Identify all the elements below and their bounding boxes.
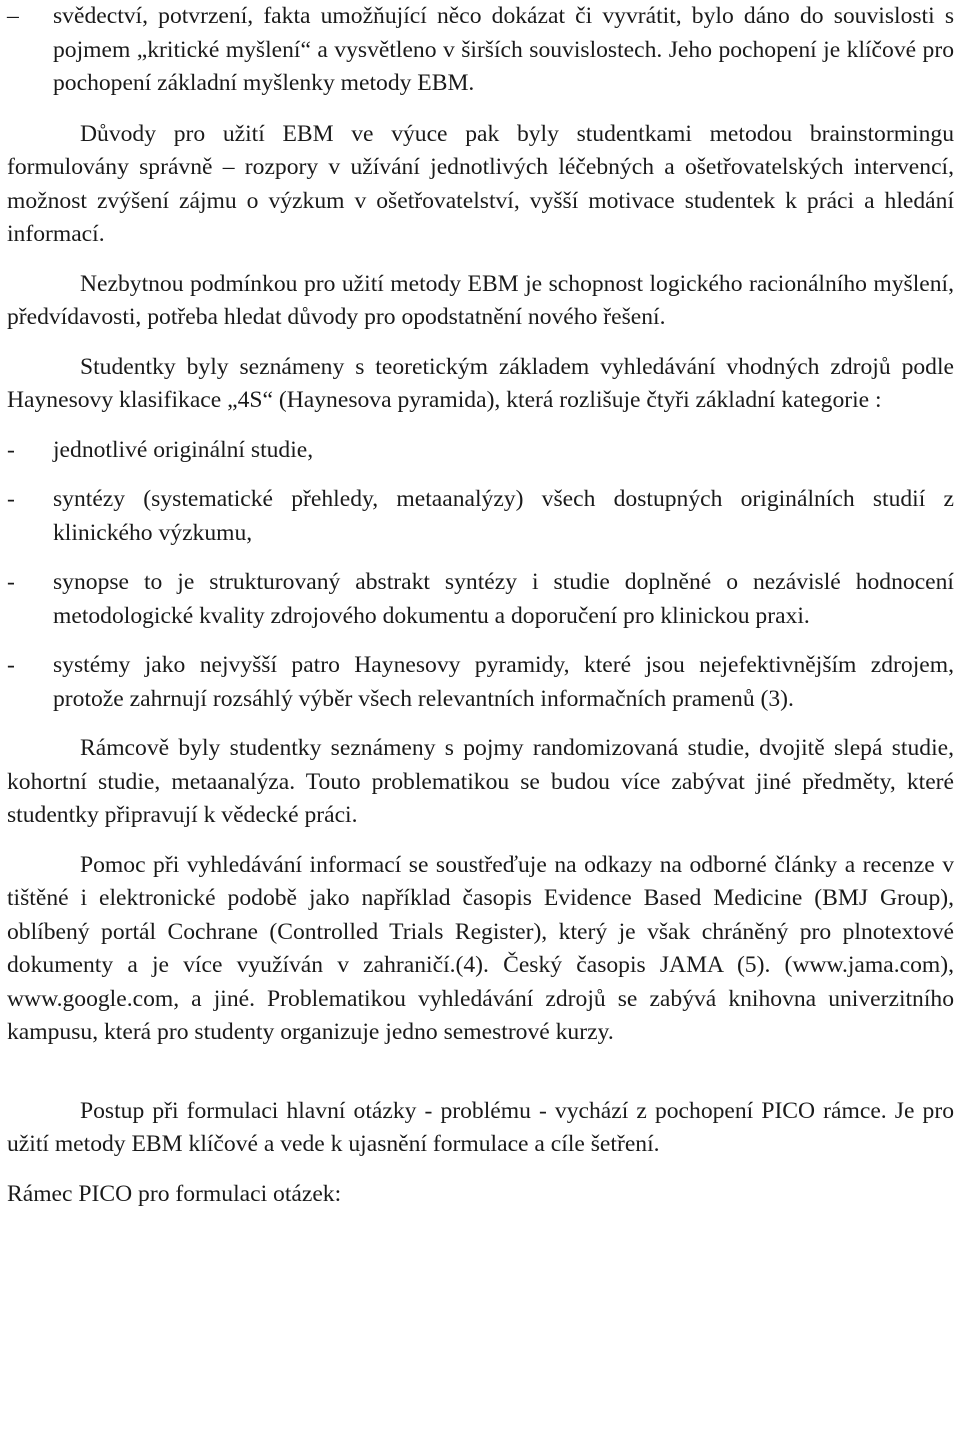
list-dash: – bbox=[7, 3, 19, 29]
document-page bbox=[7, 0, 954, 1211]
paragraph-pico: Postup při formulaci hlavní otázky - problému - vychází z pochopení PICO rámce. Je pro užití metody EBM klíčové a vede k ujasnění formulace a cíle šetření. bbox=[7, 1097, 954, 1157]
list-dash: - bbox=[7, 569, 15, 595]
paragraph-condition: Nezbytnou podmínkou pro užití metody EBM je schopnost logického racionálního myšlení, předvídavosti, potřeba hledat důvody pro opodstatnění nového řešení. bbox=[7, 270, 954, 330]
paragraph-help: Pomoc při vyhledávání informací se soustřeďuje na odkazy na odborné články a recenze v tištěné i elektronické podobě jako například časopis Evidence Based Medicine (BMJ Group), oblíbený portál Cochrane (Controlled Trials Register), který je však chráněný pro plnotextové dokumenty a je více využíván v zahraničí.(4). Český časopis JAMA (5). (www.jama.com), www.google.com, a jiné. Problematikou vyhledávání zdrojů se zabývá knihovna univerzitního kampusu, která pro studenty organizuje jedno semestrové kurzy. bbox=[7, 851, 954, 1045]
list-item-text: systémy jako nejvyšší patro Haynesovy pyramidy, které jsou nejefektivnějším zdrojem, protože zahrnují rozsáhlý výběr všech relevantních informačních pramenů (3). bbox=[53, 652, 954, 712]
list-item bbox=[7, 649, 954, 716]
list-item bbox=[7, 566, 954, 633]
intro-list-item bbox=[7, 0, 954, 101]
list-item-text: jednotlivé originální studie, bbox=[53, 436, 314, 463]
paragraph-haynes: Studentky byly seznámeny s teoretickým základem vyhledávání vhodných zdrojů podle Haynesovy klasifikace „4S“ (Haynesova pyramida), která rozlišuje čtyři základní kategorie : bbox=[7, 353, 954, 413]
pico-heading: Rámec PICO pro formulaci otázek: bbox=[7, 1180, 342, 1207]
paragraph-reasons: Důvody pro užití EBM ve výuce pak byly studentkami metodou brainstormingu formulovány správně – rozpory v užívání jednotlivých léčebných a ošetřovatelských intervencí, možnost zvýšení zájmu o výzkum v ošetřovatelství, vyšší motivace studentek k práci a hledání informací. bbox=[7, 120, 954, 247]
paragraph-framework: Rámcově byly studentky seznámeny s pojmy randomizovaná studie, dvojitě slepá studie, kohortní studie, metaanalýza. Touto problematikou se budou více zabývat jiné předměty, které studentky připravují k vědecké práci. bbox=[7, 735, 954, 828]
list-dash: - bbox=[7, 436, 15, 463]
list-item bbox=[7, 483, 954, 550]
list-item-text: synopse to je strukturovaný abstrakt syntézy i studie doplněné o nezávislé hodnocení metodologické kvality zdrojového dokumentu a doporučení pro klinickou praxi. bbox=[53, 569, 954, 629]
list-item-text: svědectví, potvrzení, fakta umožňující něco dokázat či vyvrátit, bylo dáno do souvislosti s pojmem „kritické myšlení“ a vysvětleno v širších souvislostech. Jeho pochopení je klíčové pro pochopení základní myšlenky metody EBM. bbox=[53, 3, 954, 96]
list-dash: - bbox=[7, 486, 15, 512]
list-dash: - bbox=[7, 652, 15, 678]
list-item bbox=[7, 434, 954, 468]
list-item-text: syntézy (systematické přehledy, metaanalýzy) všech dostupných originálních studií z klinického výzkumu, bbox=[53, 486, 954, 546]
